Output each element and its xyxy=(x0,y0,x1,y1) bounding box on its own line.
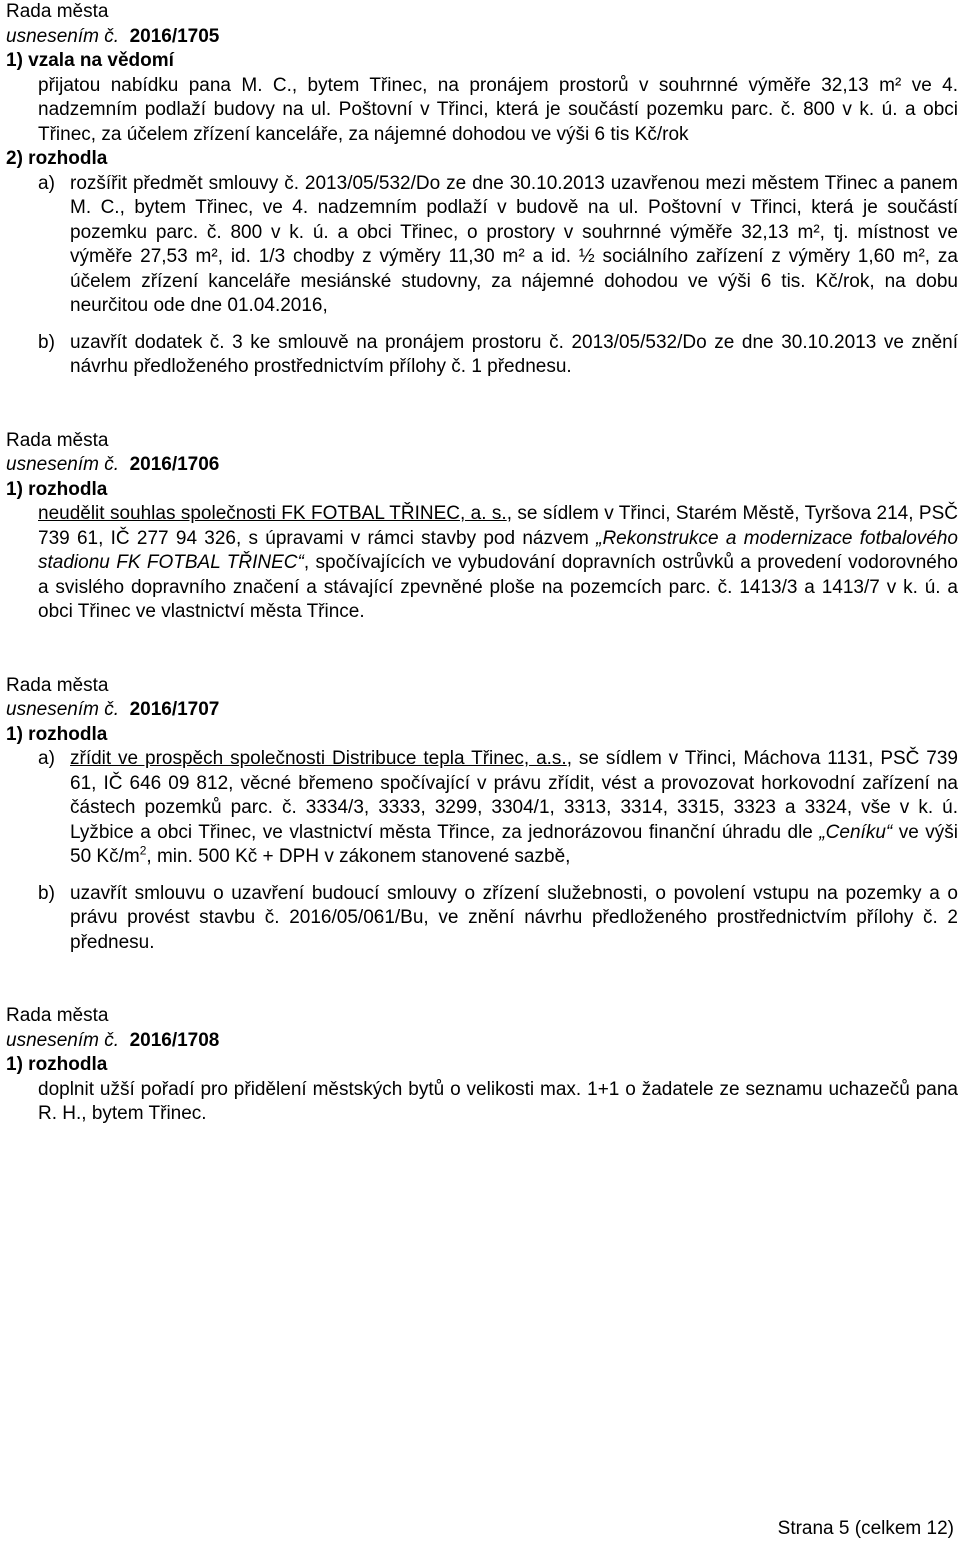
resolution-number-line xyxy=(6,453,958,478)
resolution-number: 2016/1708 xyxy=(129,1029,220,1051)
item-heading xyxy=(6,478,958,503)
item-text: přijatou nabídku pana M. C., bytem Třinec, na pronájem prostorů v souhrnné výměře 32,13 m² ve 4. nadzemním podlaží budovy na ul. Poštovní v Třinci, která je součástí pozemku parc. č. 800 v k. ú. a obci Třinec, za účelem zřízení kanceláře, za nájemné dohodou ve výši 6 tis Kč/rok xyxy=(38,74,958,145)
item-heading-text: 1) vzala na vědomí xyxy=(6,50,174,71)
item-heading xyxy=(6,723,958,748)
sub-item-label: a) xyxy=(38,172,55,194)
document-page xyxy=(6,0,958,1127)
sub-item-a xyxy=(38,172,958,319)
resolution-section-1707 xyxy=(6,674,958,956)
item-heading xyxy=(6,147,958,172)
resolution-label: usnesením č. xyxy=(6,25,119,47)
company-name: zřídit ve prospěch společnosti Distribuce tepla Třinec, a.s. xyxy=(70,748,567,769)
resolution-number: 2016/1705 xyxy=(129,25,220,47)
sub-item-label: b) xyxy=(38,882,55,904)
resolution-section-1705 xyxy=(6,0,958,380)
item-text-part: , se sídlem v Třinci, Starém Městě, Tyršova 214, PSČ 739 61, IČ 277 94 326, s úpravami v rámci stavby pod názvem xyxy=(38,503,958,549)
council-header: Rada města xyxy=(6,1005,109,1026)
item-text xyxy=(38,502,958,625)
project-title: „Rekonstrukce a modernizace fotbalového stadionu FK FOTBAL TŘINEC“ xyxy=(38,527,959,573)
council-header: Rada města xyxy=(6,1,109,22)
item-text-part: , spočívajících ve vybudování dopravních ostrůvků a provedení vodorovného a svislého dopravního značení a stávající zpevněné ploše na pozemcích parc. č. 1413/3 a 1413/7 v k. ú. a obci Třinec ve vlastnictví města Třince. xyxy=(38,552,958,622)
sub-item-b xyxy=(38,331,958,380)
resolution-number-line xyxy=(6,1029,958,1054)
resolution-number: 2016/1706 xyxy=(129,454,220,475)
resolution-number-line xyxy=(6,698,958,723)
resolution-label: usnesením č. xyxy=(6,1029,119,1051)
sub-item-text-part: , se sídlem v Třinci, Máchova 1131, PSČ 739 61, IČ 646 09 812, věcné břemeno spočívající v právu zřídit, vést a provozovat horkovodní zařízení na částech pozemků parc. č. 3334/3, 3333, 3299, 3304/1, 3313, 3314, 3315, 3323 a 3324, vše v k. ú. Lyžbice a obci Třinec, ve vlastnictví města Třince, za jednorázovou finanční úhradu dle xyxy=(70,748,958,843)
item-heading-text: 2) rozhodla xyxy=(6,148,108,169)
item-heading xyxy=(6,1053,958,1078)
item-heading-text: 1) rozhodla xyxy=(6,723,108,745)
item-text: doplnit užší pořadí pro přidělení městských bytů o velikosti max. 1+1 o žadatele ze seznamu uchazečů pana R. H., bytem Třinec. xyxy=(38,1078,958,1124)
sub-item-label: a) xyxy=(38,748,55,769)
sub-item-b xyxy=(38,882,958,956)
sub-item-text: uzavřít dodatek č. 3 ke smlouvě na pronájem prostoru č. 2013/05/532/Do ze dne 30.10.2013 ve znění návrhu předloženého prostřednictvím přílohy č. 1 přednesu. xyxy=(70,331,958,377)
resolution-label: usnesením č. xyxy=(6,454,119,475)
pricelist-name: „Ceníku“ xyxy=(819,821,893,843)
sub-item-label: b) xyxy=(38,331,55,353)
resolution-section-1706 xyxy=(6,429,958,625)
superscript: 2 xyxy=(139,843,147,858)
company-name: neudělit souhlas společnosti FK FOTBAL TŘINEC, a. s. xyxy=(38,503,507,524)
item-heading-text: 1) rozhodla xyxy=(6,1054,108,1075)
resolution-label: usnesením č. xyxy=(6,699,119,720)
item-heading-text: 1) rozhodla xyxy=(6,478,108,500)
sub-item-text: rozšířit předmět smlouvy č. 2013/05/532/Do ze dne 30.10.2013 uzavřenou mezi městem Třinec a panem M. C., bytem Třinec, ve 4. nadzemním podlaží v budově na ul. Poštovní v Třinci, která je součástí pozemku parc. č. 800 v k. ú. a obci Třinec, o prostory v souhrnné výměře 32,13 m², tj. místnost ve výměře 27,53 m², id. 1/3 chodby z výměry 11,30 m² a id. ½ sociálního zařízení z výměry 1,60 m², za účelem zřízení kanceláře mesiánské studovny, za nájemné dohodou ve výši 6 tis. Kč/rok, na dobu neurčitou ode dne 01.04.2016, xyxy=(70,172,958,316)
resolution-number: 2016/1707 xyxy=(129,699,220,720)
resolution-number-line xyxy=(6,25,958,50)
item-heading xyxy=(6,49,958,74)
page-number: Strana 5 (celkem 12) xyxy=(777,1518,954,1539)
council-header: Rada města xyxy=(6,429,109,451)
sub-item-a xyxy=(38,747,958,870)
council-header: Rada města xyxy=(6,674,109,696)
sub-item-text-part: ve výši 50 Kč/m xyxy=(70,821,958,867)
sub-item-text-part: , min. 500 Kč + DPH v zákonem stanovené sazbě, xyxy=(146,846,571,867)
resolution-section-1708 xyxy=(6,1004,958,1127)
sub-item-text xyxy=(70,747,958,870)
sub-item-text: uzavřít smlouvu o uzavření budoucí smlouvy o zřízení služebnosti, o povolení vstupu na pozemky a o právu provést stavbu č. 2016/05/061/Bu, ve znění návrhu předloženého prostřednictvím přílohy č. 2 přednesu. xyxy=(70,882,958,953)
